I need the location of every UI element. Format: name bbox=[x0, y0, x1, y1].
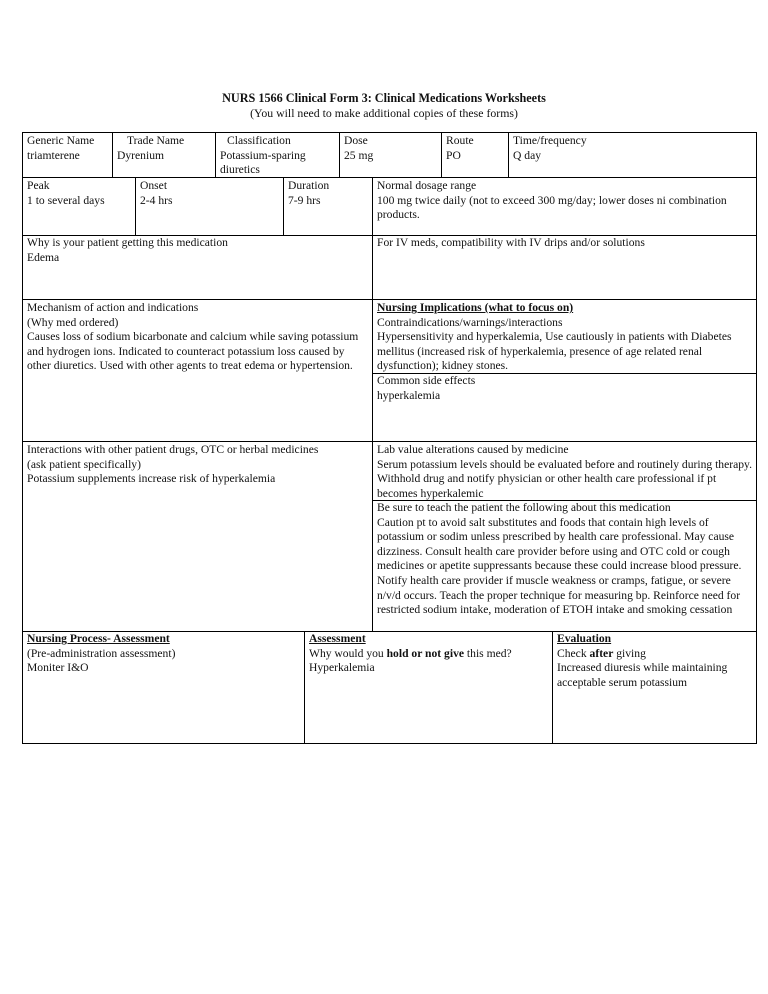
generic-name-value: triamterene bbox=[27, 148, 80, 162]
classification-value: Potassium-sparing diuretics bbox=[220, 148, 306, 177]
time-frequency-label: Time/frequency bbox=[513, 134, 587, 147]
peak-value: 1 to several days bbox=[27, 193, 105, 207]
assessment-question: Why would you hold or not give this med? bbox=[309, 646, 512, 660]
form-subtitle: (You will need to make additional copies of these forms) bbox=[250, 106, 518, 120]
dose-label: Dose bbox=[344, 134, 368, 147]
form-title: NURS 1566 Clinical Form 3: Clinical Medications Worksheets bbox=[222, 91, 546, 105]
nursing-implications-cell bbox=[372, 301, 756, 374]
interactions-label: Interactions with other patient drugs, OTC or herbal medicines bbox=[27, 443, 319, 456]
nursing-process-heading: Nursing Process- Assessment bbox=[27, 632, 170, 645]
evaluation-cell bbox=[552, 632, 757, 690]
duration-value: 7-9 hrs bbox=[288, 193, 321, 207]
assessment-value: Hyperkalemia bbox=[309, 661, 375, 675]
side-effects-label: Common side effects bbox=[377, 374, 476, 387]
onset-label: Onset bbox=[140, 179, 168, 192]
trade-name-cell bbox=[112, 134, 215, 163]
assessment-cell bbox=[304, 632, 552, 676]
patient-teaching-cell bbox=[372, 501, 753, 618]
nursing-process-sublabel: (Pre-administration assessment) bbox=[27, 646, 176, 660]
interactions-sublabel: (ask patient specifically) bbox=[27, 457, 141, 471]
lab-alterations-cell bbox=[372, 443, 752, 501]
evaluation-heading: Evaluation bbox=[557, 632, 612, 645]
onset-cell bbox=[135, 179, 283, 208]
time-frequency-cell bbox=[508, 134, 757, 163]
onset-value: 2-4 hrs bbox=[140, 193, 173, 207]
duration-cell bbox=[283, 179, 372, 208]
contraindications-value: Hypersensitivity and hyperkalemia, Use cautiously in patients with Diabetes mellitus (increased risk of hyperkalemia, presence of age related renal dysfunction); kidney stones. bbox=[377, 330, 732, 373]
peak-label: Peak bbox=[27, 179, 50, 192]
why-medication-value: Edema bbox=[27, 250, 60, 264]
nursing-process-cell bbox=[22, 632, 304, 676]
contraindications-label: Contraindications/warnings/interactions bbox=[377, 315, 563, 329]
normal-dosage-value: 100 mg twice daily (not to exceed 300 mg/day; lower doses ni combination products. bbox=[377, 193, 727, 222]
trade-name-value: Dyrenium bbox=[117, 148, 165, 162]
evaluation-value: Increased diuresis while maintaining acceptable serum potassium bbox=[557, 661, 728, 689]
evaluation-question: Check after giving bbox=[557, 646, 646, 660]
generic-name-label: Generic Name bbox=[27, 134, 95, 147]
dose-value: 25 mg bbox=[344, 148, 374, 162]
route-cell bbox=[441, 134, 508, 163]
dose-cell bbox=[339, 134, 441, 163]
nursing-implications-heading: Nursing Implications (what to focus on) bbox=[377, 301, 574, 314]
nursing-process-value: Moniter I&O bbox=[27, 661, 89, 675]
mechanism-label: Mechanism of action and indications bbox=[27, 301, 199, 314]
row-divider bbox=[22, 299, 757, 300]
side-effects-cell bbox=[372, 374, 757, 403]
assessment-heading: Assessment bbox=[309, 632, 366, 645]
generic-name-cell bbox=[22, 134, 112, 163]
duration-label: Duration bbox=[288, 179, 330, 192]
classification-cell bbox=[215, 134, 339, 178]
mechanism-cell bbox=[22, 301, 367, 374]
row-divider bbox=[22, 441, 757, 442]
time-frequency-value: Q day bbox=[513, 148, 542, 162]
route-value: PO bbox=[446, 148, 461, 162]
why-medication-cell bbox=[22, 236, 372, 265]
trade-name-label: Trade Name bbox=[127, 134, 185, 147]
lab-alterations-value: Serum potassium levels should be evaluated before and routinely during therapy. Withhold drug and notify physician or other health care professional if pt becomes hyperkalemic bbox=[377, 457, 752, 500]
patient-teaching-label: Be sure to teach the patient the following about this medication bbox=[377, 501, 671, 514]
mechanism-value: Causes loss of sodium bicarbonate and calcium while saving potassium and hydrogen ions. Indicated to counteract potassium loss caused by other diuretics. Used with other agents to treat edema or hypertension. bbox=[27, 330, 359, 373]
interactions-value: Potassium supplements increase risk of hyperkalemia bbox=[27, 472, 276, 486]
row-divider bbox=[22, 177, 757, 178]
interactions-cell bbox=[22, 443, 372, 487]
lab-alterations-label: Lab value alterations caused by medicine bbox=[377, 443, 569, 456]
iv-compatibility-cell bbox=[372, 236, 757, 251]
normal-dosage-cell bbox=[372, 179, 752, 223]
route-label: Route bbox=[446, 134, 474, 147]
why-medication-label: Why is your patient getting this medication bbox=[27, 236, 228, 249]
normal-dosage-label: Normal dosage range bbox=[377, 179, 477, 192]
peak-cell bbox=[22, 179, 135, 208]
patient-teaching-value: Caution pt to avoid salt substitutes and foods that contain high levels of potassium or sodim unless prescribed by health care professional. May cause dizziness. Consult health care provider before using and OTC cold or cough medicines or apetite suppressants because these could increase blood pressure. Notify health care provider if muscle weakness or cramps, fatigue, or severe n/v/d occurs. Teach the proper technique for measuring bp. Reinforce need for restricted sodium intake, moderation of ETOH intake and smoking cessation bbox=[377, 515, 742, 617]
mechanism-sublabel: (Why med ordered) bbox=[27, 315, 119, 329]
side-effects-value: hyperkalemia bbox=[377, 388, 441, 402]
classification-label: Classification bbox=[227, 134, 291, 147]
iv-compatibility-label: For IV meds, compatibility with IV drips and/or solutions bbox=[377, 236, 645, 249]
